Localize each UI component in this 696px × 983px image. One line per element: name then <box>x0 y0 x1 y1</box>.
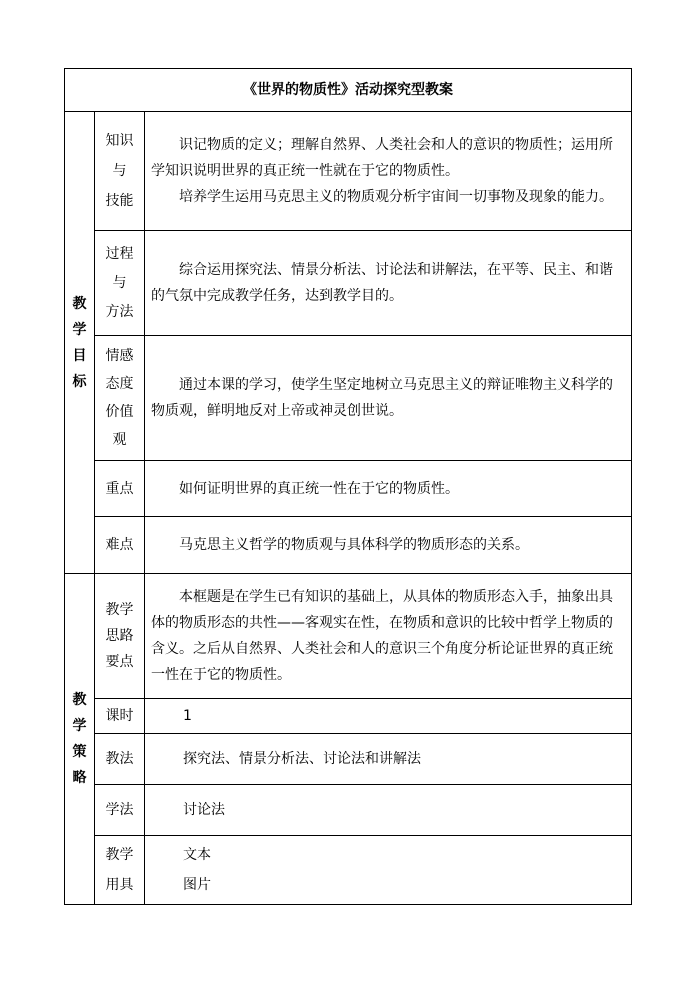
strategy-thinking-row <box>65 574 632 699</box>
label-line: 过程 <box>105 246 134 262</box>
knowledge-content <box>145 112 632 231</box>
difficulty-text: 马克思主义哲学的物质观与具体科学的物质形态的关系。 <box>179 537 529 553</box>
objectives-emotion-row <box>65 336 632 461</box>
knowledge-paragraph-1: 识记物质的定义；理解自然界、人类社会和人的意识的物质性；运用所学知识说明世界的真正统一性就在于它的物质性。 <box>151 137 613 179</box>
learning-method-label: 学法 <box>95 785 145 836</box>
label-line: 要点 <box>105 654 134 670</box>
knowledge-paragraph-2: 培养学生运用马克思主义的物质观分析宇宙间一切事物及现象的能力。 <box>179 189 613 205</box>
thinking-text: 本框题是在学生已有知识的基础上，从具体的物质形态入手，抽象出具体的物质形态的共性——客观实在性，在物质和意识的比较中哲学上物质的含义。之后从自然界、人类社会和人的意识三个角度分析论证世界的真正统一性在于它的物质性。 <box>151 589 613 683</box>
strategy-teaching-method-row <box>65 734 632 785</box>
label-line: 态度 <box>105 376 134 392</box>
knowledge-label <box>95 112 145 231</box>
learning-method-value: 讨论法 <box>183 802 225 818</box>
label-line: 价值 <box>105 404 134 420</box>
label-line: 与 <box>112 163 127 179</box>
objectives-knowledge-row <box>65 112 632 231</box>
label-line: 知识 <box>105 133 134 149</box>
learning-method-content <box>145 785 632 836</box>
group-char: 目 <box>72 347 87 364</box>
group-char: 学 <box>72 718 87 734</box>
keypoint-label: 重点 <box>95 461 145 517</box>
difficulty-label: 难点 <box>95 517 145 574</box>
keypoint-content <box>145 461 632 517</box>
process-label <box>95 231 145 336</box>
title-row <box>65 69 632 112</box>
group-char: 教 <box>72 295 87 312</box>
hours-content <box>145 699 632 734</box>
objectives-keypoint-row <box>65 461 632 517</box>
strategy-tools-row <box>65 836 632 905</box>
label-line: 教学 <box>105 847 134 863</box>
tools-item-text: 文本 <box>183 847 211 863</box>
label-line: 情感 <box>105 348 134 364</box>
label-line: 教学 <box>105 602 134 618</box>
thinking-content <box>145 574 632 699</box>
label-line: 技能 <box>105 193 134 209</box>
tools-label <box>95 836 145 905</box>
strategy-group-label <box>65 574 95 905</box>
emotion-label <box>95 336 145 461</box>
document-title: 《世界的物质性》活动探究型教案 <box>65 69 632 112</box>
teaching-method-label: 教法 <box>95 734 145 785</box>
difficulty-content <box>145 517 632 574</box>
objectives-difficulty-row <box>65 517 632 574</box>
label-line: 方法 <box>105 304 134 320</box>
label-line: 观 <box>112 432 127 448</box>
strategy-hours-row <box>65 699 632 734</box>
group-char: 略 <box>72 770 87 786</box>
teaching-method-value: 探究法、情景分析法、讨论法和讲解法 <box>183 751 421 767</box>
group-char: 策 <box>72 744 87 760</box>
hours-value: 1 <box>183 708 192 724</box>
lesson-plan-table <box>64 68 632 905</box>
group-char: 教 <box>72 692 87 708</box>
group-char: 学 <box>72 321 87 338</box>
emotion-text: 通过本课的学习，使学生坚定地树立马克思主义的辩证唯物主义科学的物质观，鲜明地反对上帝或神灵创世说。 <box>151 377 613 419</box>
tools-content <box>145 836 632 905</box>
objectives-process-row <box>65 231 632 336</box>
label-line: 与 <box>112 275 127 291</box>
objectives-group-label <box>65 112 95 574</box>
tools-item-image: 图片 <box>183 877 211 893</box>
label-line: 用具 <box>105 877 134 893</box>
thinking-label <box>95 574 145 699</box>
strategy-learning-method-row <box>65 785 632 836</box>
label-line: 思路 <box>105 628 134 644</box>
group-char: 标 <box>72 373 87 390</box>
emotion-content <box>145 336 632 461</box>
process-content <box>145 231 632 336</box>
keypoint-text: 如何证明世界的真正统一性在于它的物质性。 <box>179 480 459 497</box>
teaching-method-content <box>145 734 632 785</box>
hours-label: 课时 <box>95 699 145 734</box>
process-text: 综合运用探究法、情景分析法、讨论法和讲解法，在平等、民主、和谐的气氛中完成教学任务，达到教学目的。 <box>151 262 613 304</box>
